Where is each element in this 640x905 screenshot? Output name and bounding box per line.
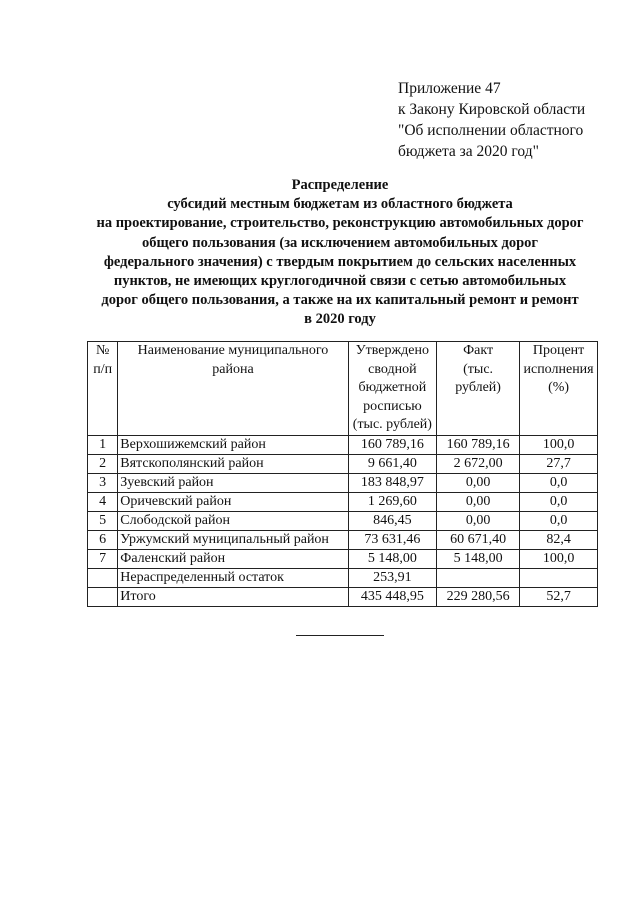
table-row: [88, 435, 598, 454]
cell-percent: 0,0: [520, 511, 598, 530]
cell-district: Верхошижемский район: [118, 435, 348, 454]
cell-number: [88, 587, 118, 606]
title-line: федерального значения) с твердым покрытием до сельских населенных: [103, 253, 577, 270]
cell-actual: 0,00: [437, 492, 520, 511]
header-actual: Факт (тыс. рублей): [437, 342, 520, 436]
cell-number: [88, 568, 118, 587]
title-line: Распределение: [291, 177, 389, 193]
cell-percent: 100,0: [520, 435, 598, 454]
cell-number: 5: [88, 511, 118, 530]
appendix-line: бюджета за 2020 год": [398, 143, 539, 160]
cell-district: Вятскополянский район: [118, 454, 348, 473]
table-row: [88, 473, 598, 492]
cell-approved: 5 148,00: [348, 549, 436, 568]
cell-actual: 2 672,00: [437, 454, 520, 473]
cell-approved: 253,91: [348, 568, 436, 587]
cell-number: 7: [88, 549, 118, 568]
cell-district: Нераспределенный остаток: [118, 568, 348, 587]
table-row: [88, 511, 598, 530]
cell-percent: 82,4: [520, 530, 598, 549]
table-row-unallocated: [88, 568, 598, 587]
cell-approved: 435 448,95: [348, 587, 436, 606]
cell-actual: 0,00: [437, 473, 520, 492]
cell-actual: 229 280,56: [437, 587, 520, 606]
header-district-name: Наименование муниципального района: [118, 342, 348, 436]
cell-district: Слободской район: [118, 511, 348, 530]
appendix-line: "Об исполнении областного: [398, 122, 584, 139]
cell-district: Итого: [118, 587, 348, 606]
cell-district: Фаленский район: [118, 549, 348, 568]
title-line: дорог общего пользования, а также на их капитальный ремонт и ремонт: [101, 292, 579, 309]
table-row: [88, 492, 598, 511]
cell-percent: 0,0: [520, 473, 598, 492]
subsidies-table: [87, 341, 598, 607]
cell-actual: 60 671,40: [437, 530, 520, 549]
table-header-row: [88, 342, 598, 436]
table-row-total: [88, 587, 598, 606]
cell-actual: 5 148,00: [437, 549, 520, 568]
cell-approved: 9 661,40: [348, 454, 436, 473]
cell-district: Оричевский район: [118, 492, 348, 511]
cell-approved: 73 631,46: [348, 530, 436, 549]
appendix-line: к Закону Кировской области: [398, 101, 586, 118]
table-row: [88, 530, 598, 549]
cell-district: Уржумский муниципальный район: [118, 530, 348, 549]
header-approved: Утверждено сводной бюджетной росписью (тыс. рублей): [348, 342, 436, 436]
title-line: пунктов, не имеющих круглогодичной связи с сетью автомобильных: [113, 273, 567, 290]
cell-district: Зуевский район: [118, 473, 348, 492]
cell-actual: [437, 568, 520, 587]
table-row: [88, 454, 598, 473]
cell-approved: 1 269,60: [348, 492, 436, 511]
cell-percent: 100,0: [520, 549, 598, 568]
cell-percent: 52,7: [520, 587, 598, 606]
cell-number: 3: [88, 473, 118, 492]
appendix-reference: [398, 78, 585, 162]
cell-percent: 0,0: [520, 492, 598, 511]
cell-approved: 183 848,97: [348, 473, 436, 492]
cell-actual: 0,00: [437, 511, 520, 530]
cell-approved: 160 789,16: [348, 435, 436, 454]
cell-number: 2: [88, 454, 118, 473]
header-execution-percent: Процент исполнения (%): [520, 342, 598, 436]
cell-number: 4: [88, 492, 118, 511]
cell-actual: 160 789,16: [437, 435, 520, 454]
cell-number: 1: [88, 435, 118, 454]
title-line: субсидий местным бюджетам из областного бюджета: [167, 196, 513, 213]
cell-number: 6: [88, 530, 118, 549]
title-line: общего пользования (за исключением автомобильных дорог: [142, 234, 538, 251]
cell-approved: 846,45: [348, 511, 436, 530]
header-number: № п/п: [88, 342, 118, 436]
end-divider-line: [296, 635, 384, 636]
appendix-line: Приложение 47: [398, 80, 501, 97]
cell-percent: 27,7: [520, 454, 598, 473]
title-line: на проектирование, строительство, реконструкцию автомобильных дорог: [96, 215, 584, 232]
table-row: [88, 549, 598, 568]
cell-percent: [520, 568, 598, 587]
title-line: в 2020 году: [304, 311, 376, 328]
document-title: [70, 176, 610, 330]
